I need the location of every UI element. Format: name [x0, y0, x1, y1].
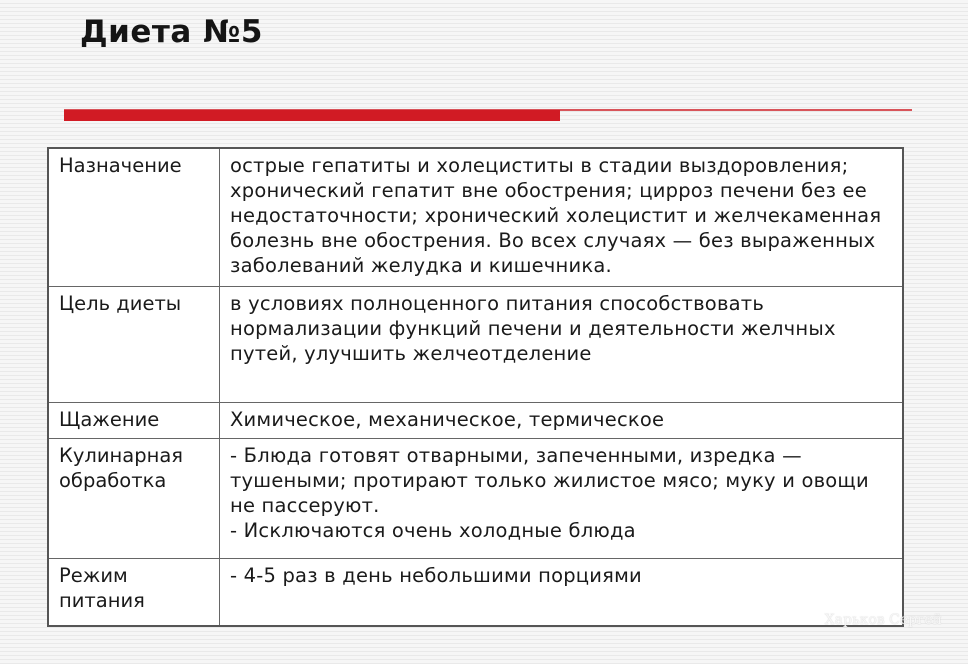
- row-label: Щажение: [48, 402, 220, 438]
- row-value-text: Химическое, механическое, термическое: [230, 407, 665, 431]
- row-value: [220, 558, 904, 626]
- row-value: [220, 438, 904, 558]
- row-label: Цель диеты: [48, 286, 220, 402]
- page-title: Диета №5: [80, 14, 263, 50]
- row-value: [220, 286, 904, 402]
- table-row-cooking: [48, 438, 903, 558]
- row-value-text: острые гепатиты и холециститы в стадии выздоровления; хронический гепатит вне обострения; цирроз печени без ее недостаточности; хронический холецистит и желчекаменная болезнь вне обострения. Во всех случаях — без выраженных заболеваний желудка и кишечника.: [230, 154, 882, 277]
- row-label: Режим питания: [48, 558, 220, 626]
- row-label: Кулинарная обработка: [48, 438, 220, 558]
- table-row-indication: [48, 148, 903, 286]
- row-value-text: в условиях полноценного питания способствовать нормализации функций печени и деятельности желчных путей, улучшить желчеотделение: [230, 291, 836, 365]
- table-row-sparing: [48, 402, 903, 438]
- title-divider-accent: [64, 110, 560, 121]
- row-value: [220, 402, 904, 438]
- row-value-text: - Исключаются очень холодные блюда: [230, 518, 636, 542]
- table-row-meal-regime: [48, 558, 903, 626]
- row-value-text: - Блюда готовят отварными, запеченными, изредка — тушеными; протирают только жилистое мясо; муку и овощи не пассеруют.: [230, 443, 869, 517]
- diet-table: [47, 147, 904, 627]
- table-row-goal: [48, 286, 903, 402]
- row-label: Назначение: [48, 148, 220, 286]
- watermark: Харьков Сергей: [824, 612, 942, 628]
- row-value-text: - 4-5 раз в день небольшими порциями: [230, 563, 642, 587]
- row-value: [220, 148, 904, 286]
